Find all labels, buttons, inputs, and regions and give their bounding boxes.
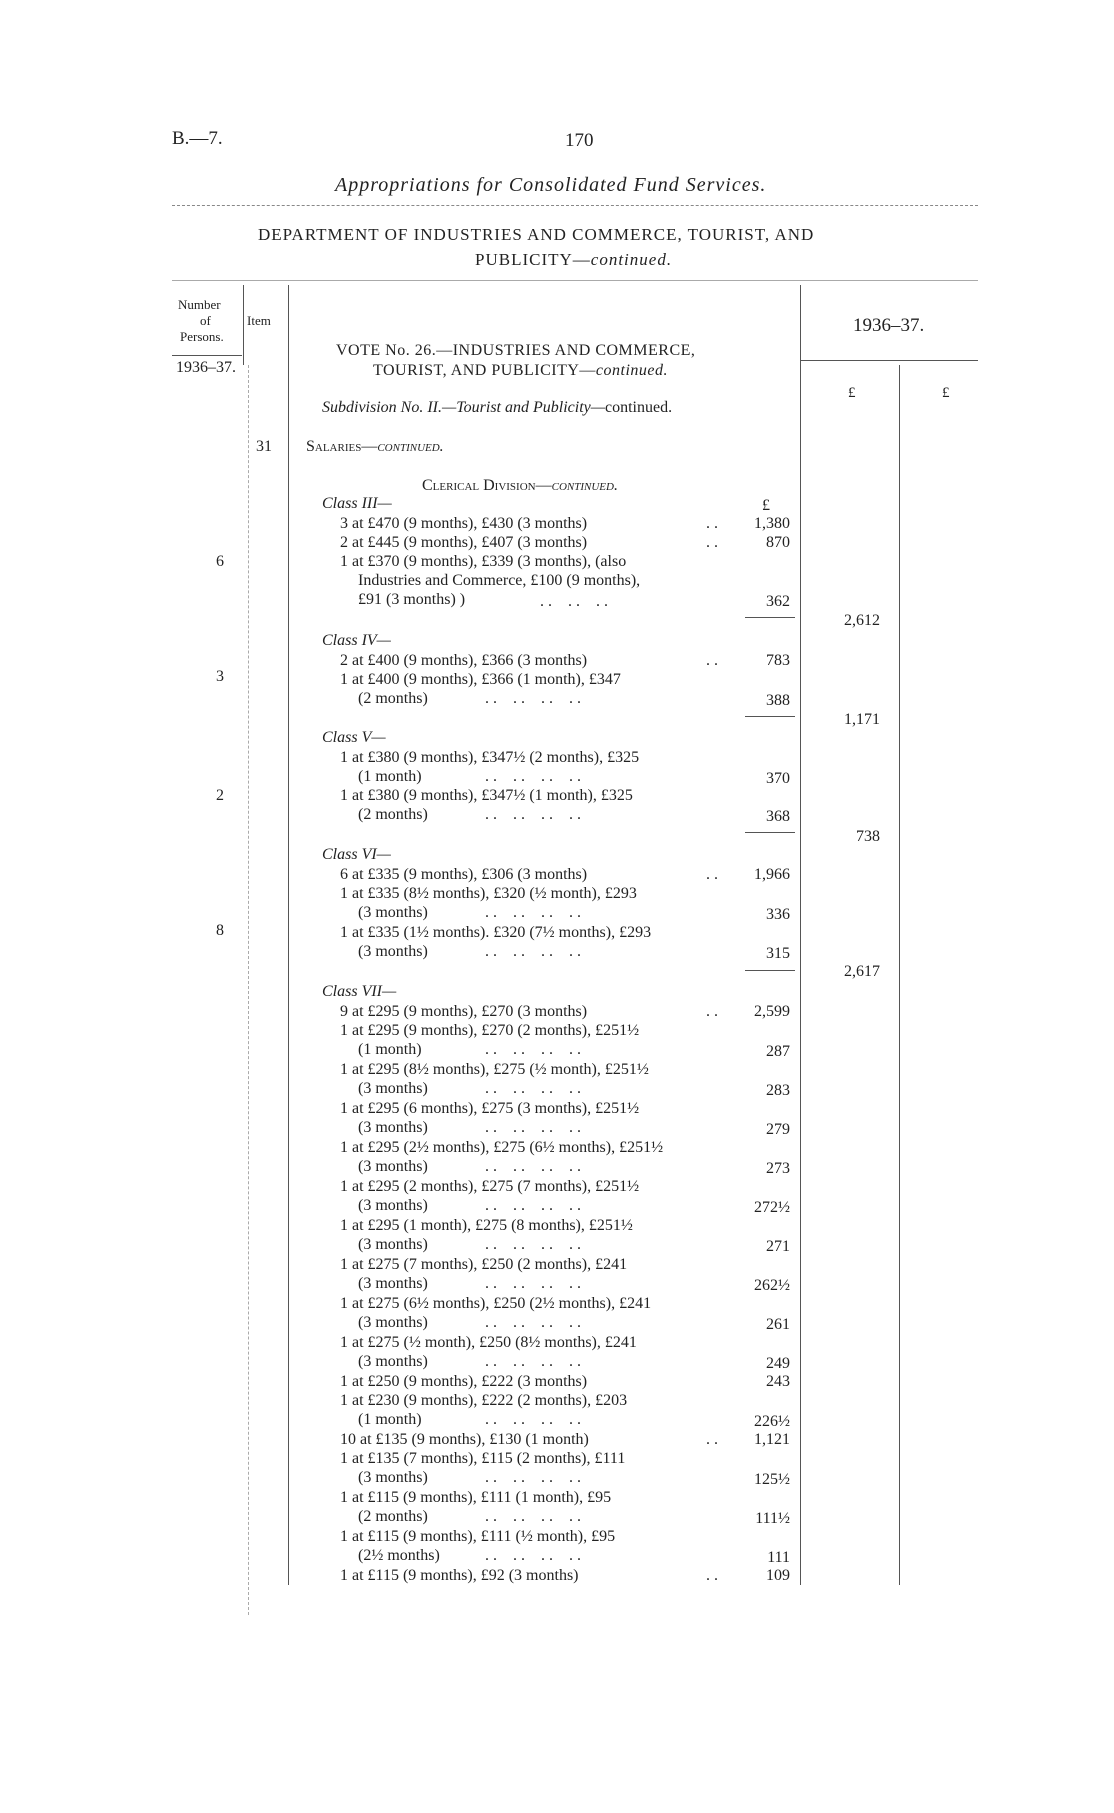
class7-row3-value: 283: [766, 1082, 790, 1099]
class3-row3-line1: 1 at £370 (9 months), £339 (3 months), (also: [340, 553, 627, 570]
class4-row1: 2 at £400 (9 months), £366 (3 months): [340, 652, 588, 669]
leader-dots: . . . . . . . .: [485, 1197, 581, 1214]
class7-row8-line2: (3 months): [358, 1275, 428, 1292]
running-title: Appropriations for Consolidated Fund Services.: [335, 174, 767, 196]
class7-row4-line1: 1 at £295 (6 months), £275 (3 months), £251½: [340, 1100, 640, 1117]
subdivision-continued: continued.: [604, 399, 673, 416]
class7-row13-value: 1,121: [754, 1431, 790, 1448]
pound-header-2: £: [942, 385, 950, 401]
department-title-line1: DEPARTMENT OF INDUSTRIES AND COMMERCE, TOURIST, AND: [258, 225, 815, 244]
class7-row10-value: 249: [766, 1355, 790, 1372]
class5-persons: 2: [216, 787, 224, 804]
subdivision-heading: [322, 399, 672, 417]
class6-row3-line1: 1 at £335 (1½ months). £320 (7½ months), £293: [340, 924, 652, 941]
vote-title-line2: [373, 362, 668, 380]
page-number: 170: [565, 130, 594, 151]
class7-row9-line2: (3 months): [358, 1314, 428, 1331]
class5-row2-value: 368: [766, 808, 790, 825]
class3-row3-line2: Industries and Commerce, £100 (9 months),: [358, 572, 641, 589]
class4-row2-value: 388: [766, 692, 790, 709]
leader-dots: . . . . . . . .: [485, 690, 581, 707]
leader-dots: . . . . . . . .: [485, 1236, 581, 1253]
class4-total: 1,171: [844, 711, 880, 728]
division-heading: [422, 477, 618, 495]
class4-row1-value: 783: [766, 652, 790, 669]
class5-row2-line1: 1 at £380 (9 months), £347½ (1 month), £325: [340, 787, 633, 804]
leader-dots: . . . . . . . .: [485, 1469, 581, 1486]
class7-row12-line2: (1 month): [358, 1411, 422, 1428]
class7-row15-value: 111½: [755, 1510, 790, 1527]
class7-row7-line1: 1 at £295 (1 month), £275 (8 months), £251½: [340, 1217, 633, 1234]
item-number: 31: [256, 438, 272, 455]
leader-dots: . . . . . . . .: [485, 1547, 581, 1564]
persons-header-l1: Number: [178, 297, 221, 312]
page-reference: B.—7.: [172, 128, 223, 149]
subdivision-title: Subdivision No. II.—Tourist and Publicity—: [322, 399, 605, 416]
class6-row2-value: 336: [766, 906, 790, 923]
class5-row1-line2: (1 month): [358, 768, 422, 785]
vote-title-line1: VOTE No. 26.—INDUSTRIES AND COMMERCE,: [336, 342, 696, 359]
class3-pound-sign: £: [762, 497, 770, 514]
leader-dots: . . . . . .: [540, 593, 608, 610]
salaries-title: Salaries—: [306, 438, 378, 455]
leader-dots: . . . . . . . .: [485, 768, 581, 785]
class7-row6-line1: 1 at £295 (2 months), £275 (7 months), £251½: [340, 1178, 640, 1195]
class3-heading: Class III—: [322, 495, 392, 512]
class4-heading: Class IV—: [322, 632, 391, 649]
class7-row4-line2: (3 months): [358, 1119, 428, 1136]
leader-dots: . .: [706, 1431, 718, 1448]
class7-row13: 10 at £135 (9 months), £130 (1 month): [340, 1431, 589, 1448]
leader-dots: . . . . . . . .: [485, 1080, 581, 1097]
department-title-continued: continued.: [590, 250, 673, 269]
class3-row2-value: 870: [766, 534, 790, 551]
leader-dots: . .: [706, 652, 718, 669]
pound-header-1: £: [848, 385, 856, 401]
class7-row6-value: 272½: [754, 1199, 790, 1216]
year-header: 1936–37.: [853, 315, 925, 336]
class7-row3-line1: 1 at £295 (8½ months), £275 (½ month), £251½: [340, 1061, 649, 1078]
persons-header-year: 1936–37.: [176, 359, 236, 376]
vote-title-continued: continued.: [595, 362, 669, 379]
department-title-line2: [475, 250, 672, 270]
leader-dots: . . . . . . . .: [485, 943, 581, 960]
leader-dots: . .: [706, 1003, 718, 1020]
class7-row11-value: 243: [766, 1373, 790, 1390]
class3-total: 2,612: [844, 612, 880, 629]
class4-row2-line2: (2 months): [358, 690, 428, 707]
class7-row14-line1: 1 at £135 (7 months), £115 (2 months), £111: [340, 1450, 626, 1467]
class7-row14-value: 125½: [754, 1471, 790, 1488]
class6-row3-value: 315: [766, 945, 790, 962]
persons-header-l2: of: [200, 313, 211, 328]
class7-row9-value: 261: [766, 1316, 790, 1333]
class7-row3-line2: (3 months): [358, 1080, 428, 1097]
class7-row2-line2: (1 month): [358, 1041, 422, 1058]
class7-row16-line2: (2½ months): [358, 1547, 440, 1564]
class4-persons: 3: [216, 668, 224, 685]
class6-row1: 6 at £335 (9 months), £306 (3 months): [340, 866, 588, 883]
class7-row2-value: 287: [766, 1043, 790, 1060]
class7-row10-line1: 1 at £275 (½ month), £250 (8½ months), £241: [340, 1334, 637, 1351]
class7-row8-line1: 1 at £275 (7 months), £250 (2 months), £241: [340, 1256, 628, 1273]
class6-persons: 8: [216, 922, 224, 939]
leader-dots: . . . . . . . .: [485, 1158, 581, 1175]
leader-dots: . . . . . . . .: [485, 904, 581, 921]
class7-row8-value: 262½: [754, 1277, 790, 1294]
class7-row17-value: 109: [766, 1567, 790, 1584]
class5-row1-line1: 1 at £380 (9 months), £347½ (2 months), £325: [340, 749, 640, 766]
class7-row1: 9 at £295 (9 months), £270 (3 months): [340, 1003, 588, 1020]
class7-row5-value: 273: [766, 1160, 790, 1177]
class5-row1-value: 370: [766, 770, 790, 787]
class3-row1-value: 1,380: [754, 515, 790, 532]
class7-row2-line1: 1 at £295 (9 months), £270 (2 months), £251½: [340, 1022, 640, 1039]
class6-row2-line1: 1 at £335 (8½ months), £320 (½ month), £293: [340, 885, 637, 902]
leader-dots: . . . . . . . .: [485, 806, 581, 823]
salaries-continued: continued.: [377, 438, 444, 455]
class7-row7-line2: (3 months): [358, 1236, 428, 1253]
leader-dots: . . . . . . . .: [485, 1275, 581, 1292]
class7-row7-value: 271: [766, 1238, 790, 1255]
leader-dots: . . . . . . . .: [485, 1411, 581, 1428]
class7-row9-line1: 1 at £275 (6½ months), £250 (2½ months), £241: [340, 1295, 652, 1312]
class7-row15-line2: (2 months): [358, 1508, 428, 1525]
class7-row5-line1: 1 at £295 (2½ months), £275 (6½ months), £251½: [340, 1139, 664, 1156]
class7-row16-value: 111: [767, 1549, 790, 1566]
class4-row2-line1: 1 at £400 (9 months), £366 (1 month), £347: [340, 671, 621, 688]
class6-row2-line2: (3 months): [358, 904, 428, 921]
leader-dots: . .: [706, 534, 718, 551]
class5-total: 738: [856, 828, 880, 845]
class6-row3-line2: (3 months): [358, 943, 428, 960]
item-header: Item: [247, 313, 271, 328]
leader-dots: . . . . . . . .: [485, 1353, 581, 1370]
class7-row15-line1: 1 at £115 (9 months), £111 (1 month), £95: [340, 1489, 612, 1506]
leader-dots: . . . . . . . .: [485, 1041, 581, 1058]
class3-row1: 3 at £470 (9 months), £430 (3 months): [340, 515, 588, 532]
class6-heading: Class VI—: [322, 846, 391, 863]
class3-row3-line3: £91 (3 months) ): [358, 591, 466, 608]
class5-row2-line2: (2 months): [358, 806, 428, 823]
class6-total: 2,617: [844, 963, 880, 980]
class3-row3-value: 362: [766, 593, 790, 610]
class7-row14-line2: (3 months): [358, 1469, 428, 1486]
vote-title-line2-main: TOURIST, AND PUBLICITY—: [373, 362, 596, 379]
class6-row1-value: 1,966: [754, 866, 790, 883]
class7-row1-value: 2,599: [754, 1003, 790, 1020]
persons-header-l3: Persons.: [180, 329, 224, 344]
class7-row5-line2: (3 months): [358, 1158, 428, 1175]
class7-row16-line1: 1 at £115 (9 months), £111 (½ month), £95: [340, 1528, 616, 1545]
class7-row17: 1 at £115 (9 months), £92 (3 months): [340, 1567, 579, 1584]
class7-row4-value: 279: [766, 1121, 790, 1138]
class7-row10-line2: (3 months): [358, 1353, 428, 1370]
class7-row12-value: 226½: [754, 1413, 790, 1430]
division-title: Clerical Division—: [422, 477, 552, 494]
leader-dots: . .: [706, 515, 718, 532]
leader-dots: . . . . . . . .: [485, 1508, 581, 1525]
division-continued: continued.: [551, 477, 618, 494]
leader-dots: . .: [706, 1567, 718, 1584]
class7-row12-line1: 1 at £230 (9 months), £222 (2 months), £203: [340, 1392, 628, 1409]
class7-heading: Class VII—: [322, 983, 397, 1000]
class5-heading: Class V—: [322, 729, 386, 746]
leader-dots: . .: [706, 866, 718, 883]
class7-row11: 1 at £250 (9 months), £222 (3 months): [340, 1373, 588, 1390]
class3-row2: 2 at £445 (9 months), £407 (3 months): [340, 534, 588, 551]
department-title-line2-main: PUBLICITY—: [475, 250, 591, 269]
class3-persons: 6: [216, 553, 224, 570]
class7-row6-line2: (3 months): [358, 1197, 428, 1214]
salaries-heading: [306, 438, 444, 456]
leader-dots: . . . . . . . .: [485, 1314, 581, 1331]
leader-dots: . . . . . . . .: [485, 1119, 581, 1136]
